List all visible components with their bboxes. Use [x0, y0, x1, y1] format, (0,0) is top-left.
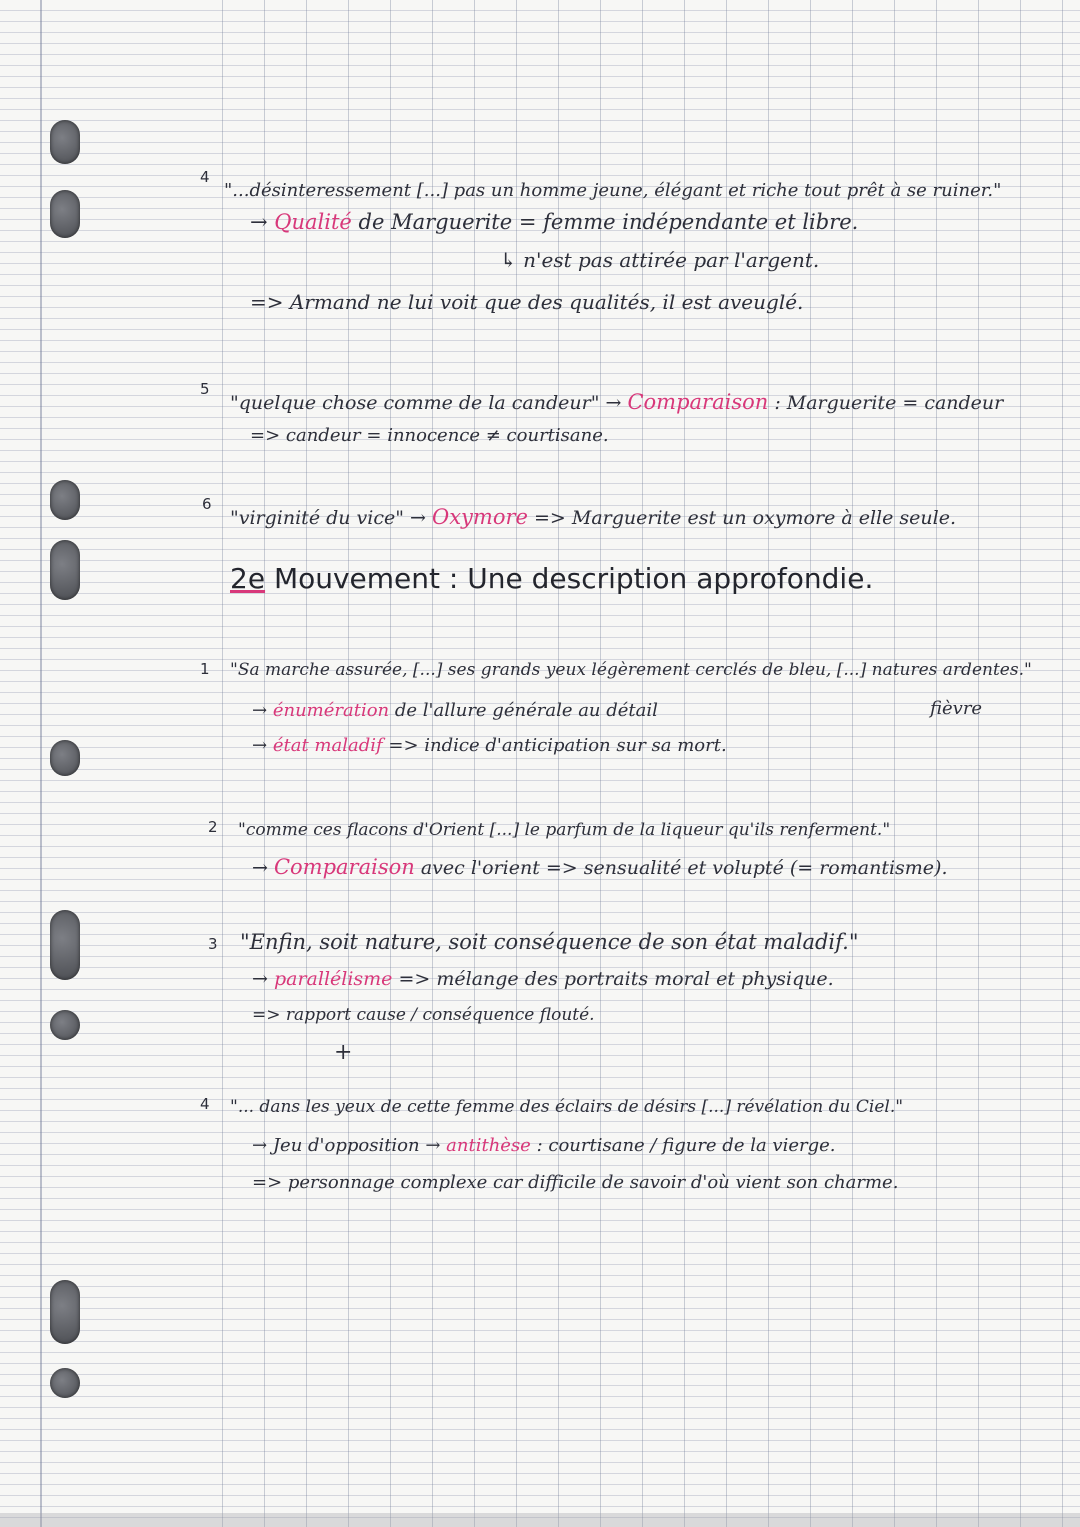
- quote-text: "quelque chose comme de la candeur": [230, 392, 600, 414]
- grid-line: [936, 0, 937, 1527]
- note-line: [252, 968, 834, 990]
- technique-label: Comparaison: [273, 855, 415, 879]
- arrow-icon: →: [605, 392, 622, 414]
- quote-line: "Sa marche assurée, [...] ses grands yeux légèrement cerclés de bleu, [...] natures ardentes.": [230, 660, 1032, 680]
- technique-label: énumération: [272, 700, 390, 721]
- item-number: 1: [200, 660, 210, 678]
- grid-line: [978, 0, 979, 1527]
- note-text: => indice d'anticipation sur sa mort.: [388, 735, 727, 756]
- technique-label: antithèse: [446, 1135, 531, 1156]
- binder-hole: [50, 120, 80, 164]
- item-number: 4: [200, 168, 210, 186]
- note-text: avec l'orient => sensualité et volupté (= romantisme).: [420, 857, 948, 879]
- margin-note: fièvre: [930, 698, 983, 719]
- arrow-icon: →: [252, 735, 268, 756]
- item-number: 5: [200, 380, 210, 398]
- grid-line: [894, 0, 895, 1527]
- note-line: [252, 1135, 835, 1156]
- conclusion-line: => Armand ne lui voit que des qualités, il est aveuglé.: [250, 290, 804, 314]
- note-text: : courtisane / figure de la vierge.: [536, 1135, 836, 1156]
- quote-line: "... dans les yeux de cette femme des éclairs de désirs [...] révélation du Ciel.": [230, 1097, 904, 1117]
- note-line: [252, 735, 727, 756]
- conclusion-line: => candeur = innocence ≠ courtisane.: [250, 425, 609, 446]
- note-text: => Marguerite est un oxymore à elle seule.: [534, 507, 956, 529]
- grid-line: [1020, 0, 1021, 1527]
- section-heading: [230, 562, 873, 595]
- technique-label: Qualité: [274, 210, 352, 234]
- binder-hole: [50, 1280, 80, 1344]
- note-text: Jeu d'opposition →: [272, 1135, 441, 1156]
- binder-hole: [50, 1010, 80, 1040]
- binder-hole: [50, 1368, 80, 1398]
- item-number: 3: [208, 935, 218, 953]
- note-text: => mélange des portraits moral et physique.: [398, 968, 834, 990]
- page-bottom-edge: [0, 1513, 1080, 1527]
- quote-line: "...désinteressement [...] pas un homme jeune, élégant et riche tout prêt à se ruiner.": [224, 180, 1002, 201]
- heading-text: Mouvement : Une description approfondie.: [273, 562, 874, 595]
- note-text: de Marguerite = femme indépendante et libre.: [358, 210, 859, 234]
- item-number: 2: [208, 818, 218, 836]
- technique-label: Oxymore: [432, 505, 528, 529]
- arrow-icon: →: [410, 507, 426, 529]
- arrow-icon: →: [252, 1135, 268, 1156]
- arrow-icon: →: [252, 968, 268, 990]
- note-line: [230, 505, 956, 529]
- arrow-icon: →: [252, 857, 268, 879]
- quote-text: "virginité du vice": [230, 507, 404, 529]
- conclusion-line: => personnage complexe car difficile de savoir d'où vient son charme.: [252, 1172, 899, 1193]
- note-line: [252, 700, 658, 721]
- note-line: [252, 855, 948, 879]
- binder-hole: [50, 540, 80, 600]
- arrow-icon: →: [250, 210, 268, 234]
- technique-label: Comparaison: [627, 390, 769, 414]
- quote-line: "Enfin, soit nature, soit conséquence de son état maladif.": [240, 930, 859, 954]
- note-line: ↳ n'est pas attirée par l'argent.: [500, 248, 820, 272]
- note-line: [230, 390, 1003, 414]
- heading-number: 2e: [230, 562, 266, 595]
- grid-line: [222, 0, 223, 1527]
- arrow-icon: →: [252, 700, 268, 721]
- technique-label: état maladif: [272, 735, 383, 756]
- binder-hole: [50, 910, 80, 980]
- note-text: : Marguerite = candeur: [774, 392, 1004, 414]
- note-line: [250, 210, 858, 234]
- margin-line: [40, 0, 42, 1527]
- grid-line: [1062, 0, 1063, 1527]
- binder-hole: [50, 740, 80, 776]
- item-number: 6: [202, 495, 212, 513]
- item-number: 4: [200, 1095, 210, 1113]
- binder-hole: [50, 190, 80, 238]
- note-text: de l'allure générale au détail: [394, 700, 658, 721]
- conclusion-line: => rapport cause / conséquence flouté.: [252, 1005, 595, 1025]
- plus-sign: +: [334, 1040, 353, 1065]
- binder-hole: [50, 480, 80, 520]
- technique-label: parallélisme: [273, 968, 393, 990]
- quote-line: "comme ces flacons d'Orient [...] le parfum de la liqueur qu'ils renferment.": [238, 820, 891, 840]
